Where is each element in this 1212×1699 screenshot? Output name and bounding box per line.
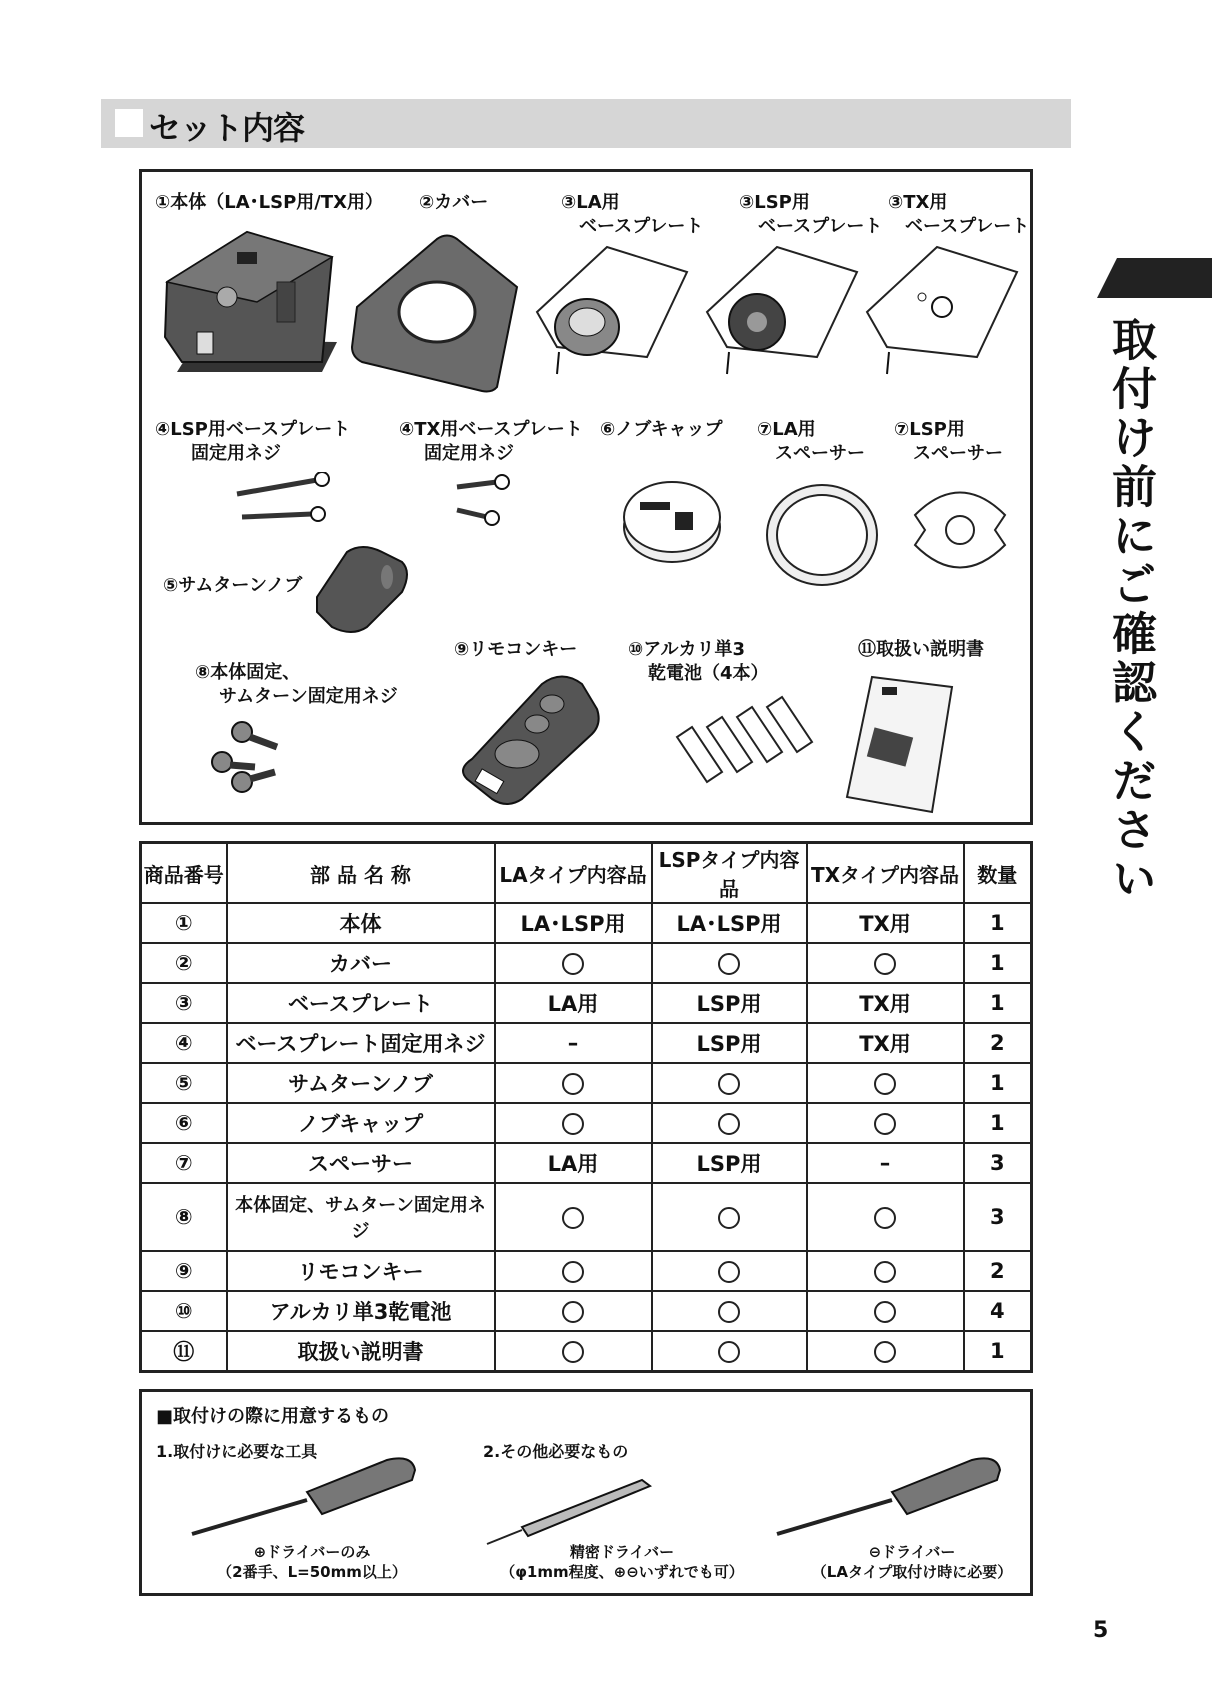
table-row [141,983,1032,1023]
cell-la [495,1291,652,1331]
part-label-manual: ⑪取扱い説明書 [858,639,984,660]
cell-la [495,943,652,983]
part-label-knob-cap: ⑥ノブキャップ [600,419,723,440]
tools-box [139,1389,1033,1596]
part-label-tx-plate-1: ③TX用 [888,192,948,213]
flathead-driver-image [772,1452,1002,1542]
precision-caption-2: （φ1mm程度、⊕⊖いずれでも可） [500,1563,744,1581]
cell-la [495,1063,652,1103]
cell-lsp [652,1063,807,1103]
cell-tx [807,1063,964,1103]
precision-driver-image [482,1472,662,1552]
cell-tx [807,1331,964,1372]
part-label-tx-plate-2: ベースプレート [905,216,1030,237]
included-mark [874,1261,896,1283]
cell-lsp [652,1183,807,1251]
cell-no: ⑪ [141,1331,227,1372]
included-mark [562,953,584,975]
part-label-thumbturn-knob: ⑤サムターンノブ [163,575,303,596]
remote-key-image [452,669,602,809]
phillips-caption-1: ⊕ドライバーのみ [253,1543,371,1561]
table-row [141,1183,1032,1251]
precision-caption-1: 精密ドライバー [569,1543,675,1561]
part-label-fixing-screw-2: サムターン固定用ネジ [219,686,398,707]
included-mark [562,1301,584,1323]
header-quantity: 数量 [964,843,1032,904]
header-la-contents: LAタイプ内容品 [495,843,652,904]
cell-lsp [652,1103,807,1143]
part-label-cover: ②カバー [419,192,489,213]
section-title-bar [101,99,1071,148]
part-label-battery-1: ⑩アルカリ単3 [628,639,746,660]
tools-sub-other: 2.その他必要なもの [483,1442,629,1461]
part-label-la-plate-1: ③LA用 [561,192,620,213]
cell-qty: 4 [964,1291,1032,1331]
header-lsp-contents: LSPタイプ内容品 [652,843,807,904]
part-label-tx-screw-2: 固定用ネジ [424,443,514,464]
cell-qty: 1 [964,943,1032,983]
cell-lsp [652,1291,807,1331]
included-mark [874,953,896,975]
cell-no: ⑤ [141,1063,227,1103]
cell-name: アルカリ単3乾電池 [227,1291,495,1331]
table-row [141,1103,1032,1143]
table-row [141,1331,1032,1372]
cell-no: ① [141,903,227,943]
side-tab-marker [1097,258,1212,298]
title-square-icon [115,109,143,137]
included-mark [874,1113,896,1135]
included-mark [874,1301,896,1323]
header-product-no: 商品番号 [141,843,227,904]
cell-name: サムターンノブ [227,1063,495,1103]
table-row [141,903,1032,943]
included-mark [718,1113,740,1135]
cover-image [347,227,527,397]
cell-no: ⑧ [141,1183,227,1251]
included-mark [718,1341,740,1363]
cell-name: スペーサー [227,1143,495,1183]
part-label-lsp-spacer-1: ⑦LSP用 [894,419,965,440]
side-heading: 取付け前にご確認ください [1104,316,1157,904]
table-row [141,1023,1032,1063]
cell-la [495,1331,652,1372]
cell-name: ベースプレート [227,983,495,1023]
cell-qty: 1 [964,903,1032,943]
cell-tx: TX用 [807,903,964,943]
table-row [141,943,1032,983]
tools-sub-required: 1.取付けに必要な工具 [156,1442,318,1461]
header-tx-contents: TXタイプ内容品 [807,843,964,904]
part-label-remote-key: ⑨リモコンキー [454,639,578,660]
parts-illustration-box [139,169,1033,825]
cell-qty: 1 [964,1103,1032,1143]
cell-name: 本体 [227,903,495,943]
cell-tx [807,943,964,983]
header-part-name: 部 品 名 称 [227,843,495,904]
la-spacer-image [762,480,882,590]
cell-no: ⑥ [141,1103,227,1143]
table-row [141,1251,1032,1291]
cell-qty: 3 [964,1143,1032,1183]
cell-no: ⑨ [141,1251,227,1291]
cell-la [495,1183,652,1251]
part-label-la-plate-2: ベースプレート [579,216,704,237]
part-label-fixing-screw-1: ⑧本体固定、 [195,662,301,683]
cell-no: ④ [141,1023,227,1063]
cell-tx: TX用 [807,1023,964,1063]
cell-lsp [652,1251,807,1291]
part-label-la-spacer-1: ⑦LA用 [757,419,816,440]
cell-lsp [652,1331,807,1372]
part-label-lsp-spacer-2: スペーサー [913,443,1003,464]
cell-qty: 1 [964,1331,1032,1372]
cell-tx [807,1291,964,1331]
knob-cap-image [620,472,725,567]
cell-la [495,1103,652,1143]
included-mark [874,1341,896,1363]
tools-title: ■取付けの際に用意するもの [156,1406,390,1427]
thumbturn-knob-image [307,537,417,637]
flathead-caption [802,1542,1022,1582]
cell-la: – [495,1023,652,1063]
cell-la [495,1251,652,1291]
cell-tx [807,1103,964,1143]
included-mark [562,1341,584,1363]
tx-screws-image [452,472,522,532]
part-label-lsp-plate-1: ③LSP用 [739,192,810,213]
included-mark [874,1073,896,1095]
table-header-row [141,843,1032,904]
la-base-plate-image [527,242,692,382]
table-row [141,1063,1032,1103]
included-mark [718,1261,740,1283]
cell-lsp: LSP用 [652,1023,807,1063]
cell-tx: TX用 [807,983,964,1023]
phillips-caption [202,1542,422,1582]
part-label-la-spacer-2: スペーサー [775,443,865,464]
included-mark [718,1301,740,1323]
cell-lsp [652,943,807,983]
part-label-lsp-screw-1: ④LSP用ベースプレート [155,419,351,440]
cell-no: ⑦ [141,1143,227,1183]
parts-table [139,841,1033,1373]
cell-no: ③ [141,983,227,1023]
included-mark [718,953,740,975]
lsp-base-plate-image [697,242,862,382]
included-mark [562,1261,584,1283]
cell-lsp: LSP用 [652,983,807,1023]
cell-tx [807,1251,964,1291]
cell-qty: 2 [964,1023,1032,1063]
tx-base-plate-image [857,242,1022,382]
cell-qty: 2 [964,1251,1032,1291]
included-mark [718,1207,740,1229]
cell-name: ノブキャップ [227,1103,495,1143]
fixing-screws-image [207,717,307,797]
table-row [141,1291,1032,1331]
section-title: セット内容 [149,109,305,147]
cell-qty: 1 [964,983,1032,1023]
cell-name: リモコンキー [227,1251,495,1291]
included-mark [562,1073,584,1095]
cell-lsp: LA･LSP用 [652,903,807,943]
included-mark [718,1073,740,1095]
part-label-lsp-screw-2: 固定用ネジ [191,443,281,464]
cell-lsp: LSP用 [652,1143,807,1183]
part-label-battery-2: 乾電池（4本） [648,663,769,684]
part-label-tx-screw-1: ④TX用ベースプレート [399,419,583,440]
cell-no: ⑩ [141,1291,227,1331]
included-mark [874,1207,896,1229]
part-label-lsp-plate-2: ベースプレート [758,216,883,237]
batteries-image [667,692,817,797]
cell-tx: – [807,1143,964,1183]
part-label-body: ①本体（LA･LSP用/TX用） [155,192,383,213]
included-mark [562,1113,584,1135]
cell-name: 取扱い説明書 [227,1331,495,1372]
cell-la: LA用 [495,983,652,1023]
cell-qty: 1 [964,1063,1032,1103]
table-row [141,1143,1032,1183]
lsp-screws-image [232,472,342,532]
cell-la: LA･LSP用 [495,903,652,943]
cell-tx [807,1183,964,1251]
cell-no: ② [141,943,227,983]
cell-la: LA用 [495,1143,652,1183]
cell-name: ベースプレート固定用ネジ [227,1023,495,1063]
included-mark [562,1207,584,1229]
lsp-spacer-image [905,480,1015,585]
cell-name: 本体固定、サムターン固定用ネジ [227,1183,495,1251]
cell-qty: 3 [964,1183,1032,1251]
phillips-caption-2: （2番手、L=50mm以上） [217,1563,407,1581]
flathead-caption-1: ⊖ドライバー [868,1543,956,1561]
body-unit-image [157,222,342,392]
page-number: 5 [1093,1618,1109,1643]
flathead-caption-2: （LAタイプ取付け時に必要） [811,1563,1013,1581]
precision-caption [482,1542,762,1582]
phillips-driver-image [187,1452,417,1542]
cell-name: カバー [227,943,495,983]
manual-image [842,672,962,817]
